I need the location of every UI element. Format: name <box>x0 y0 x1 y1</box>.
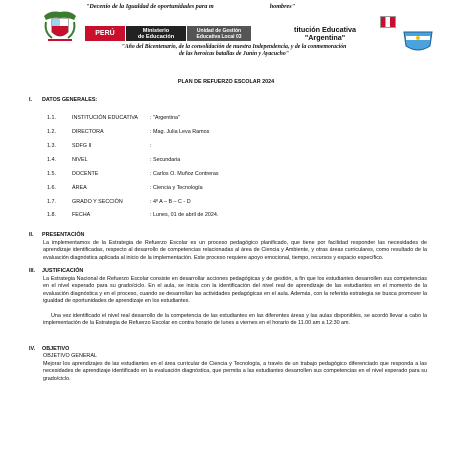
section-heading-datos: I. DATOS GENERALES: <box>29 97 98 103</box>
presentacion-text: La implementamos de la Estrategia de Refuerzo Escolar es un proceso pedagógico planificado, que tiene por facilidad responder las necesidades de aprendizaje identificadas, respecto al desarrollo de competencias relacionadas al área de Ciencia y Ambiente, y otras áreas curriculares, como resultado de la evaluación diagnóstica aplicada al inicio de la implementación. Este proceso requiere apoyo emocional, tiempo, recursos y espacio específico. <box>43 240 427 261</box>
school-banner: titución Educativa "Argentina" <box>276 26 374 41</box>
peru-banner: PERÚ <box>85 26 125 41</box>
school-crest-icon <box>400 28 436 54</box>
document-header <box>0 0 452 66</box>
section-heading-objetivo: IV. OBJETIVO <box>29 346 70 352</box>
decade-motto: "Decenio de la Igualdad de oportunidades para m hombres" <box>86 3 296 10</box>
section-heading-presentacion: II. PRESENTACIÓN <box>29 232 85 238</box>
justificacion-text: La Estrategia Nacional de Refuerzo Escolar consiste en desarrollar acciones pedagógicas y de gestión, a fin que los estudiantes desarrollen sus competencias en el nivel esperado para su grado/ciclo. En el aula, se inicia con la identificación del nivel real de aprendizaje de las estudiantes en el momento de la evaluación diagnóstica y en el proceso, cuando se desarrollan las actividades pedagógicas en el aula. Además, con la referida estrategia se busca promover la igualdad de oportunidades de aprendizaje en los estudiantes. <box>43 276 427 304</box>
page-title: PLAN DE REFUERZO ESCOLAR 2024 <box>177 79 275 85</box>
bicentennial-motto: "Año del Bicentenario, de la consolidación de nuestra Independencia, y de la conmemoración de las heroicas batallas de Junín y Ayacucho" <box>121 44 347 57</box>
justificacion-text-2: Una vez identificado el nivel real desarrollo de la competencia de las estudiantes en las diferentes áreas y las aulas disponibles, se acordó llevar a cabo la implementación de la Estrategia de Refuerzo Escolar en contra horario de lunes a viernes en el horario de 11.00 am a 12:30 am. <box>43 313 427 327</box>
objetivo-subtitle: OBJETIVO GENERAL <box>43 353 97 359</box>
peru-coat-of-arms-icon <box>40 10 80 44</box>
peru-flag-icon <box>380 16 396 28</box>
ministry-banner: Ministerio de Educación <box>126 26 186 41</box>
objetivo-text: Mejorar los aprendizajes de las estudiantes en el área curricular de Ciencia y Tecnología, a través de un trabajo pedagógico diferenciado que responda a las necesidades de aprendizaje identificado en la evaluación diagnóstica, que permita a las estudiantes desarrollen sus competencias en el nivel esperado para su grado/ciclo. <box>43 361 427 382</box>
ugel-banner: Unidad de Gestión Educativa Local 03 <box>187 26 251 41</box>
section-heading-justificacion: III. JUSTIFICACIÓN <box>29 268 84 274</box>
